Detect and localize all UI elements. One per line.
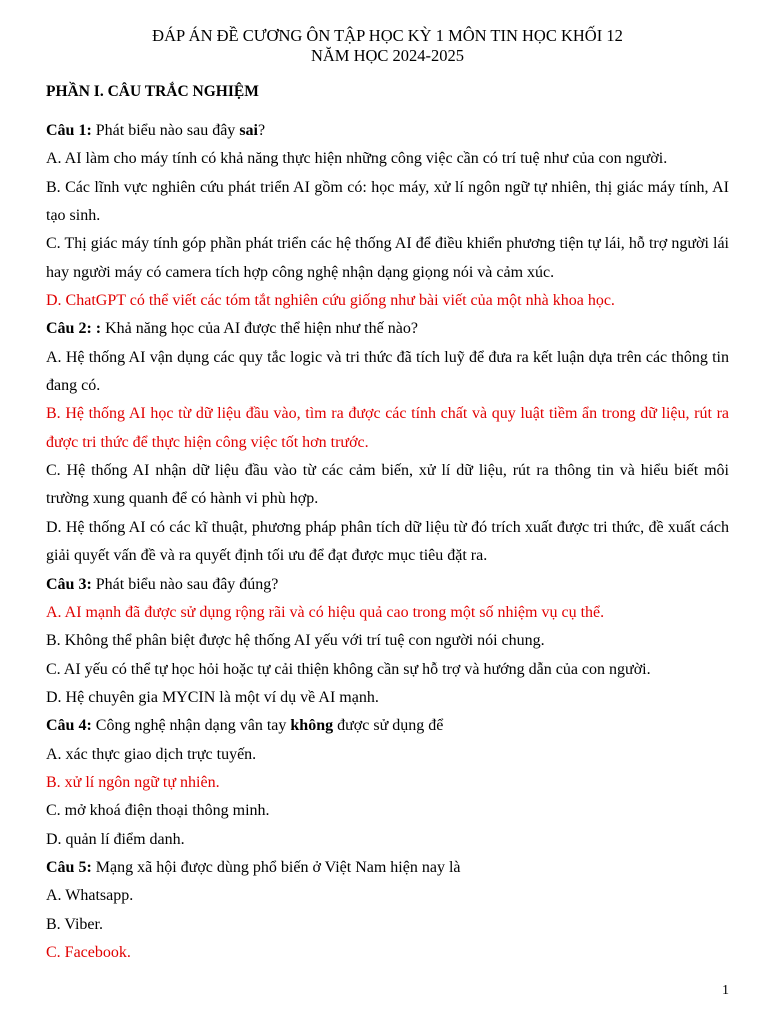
question-4 xyxy=(46,712,729,740)
question-1-option-b: B. Các lĩnh vực nghiên cứu phát triển AI gồm có: học máy, xử lí ngôn ngữ tự nhiên, thị giác máy tính, AI tạo sinh. xyxy=(46,178,729,225)
question-4-option-c: C. mở khoá điện thoại thông minh. xyxy=(46,802,270,820)
question-1-text-end: ? xyxy=(257,122,266,139)
document-title-line1: ĐÁP ÁN ĐỀ CƯƠNG ÔN TẬP HỌC KỲ 1 MÔN TIN HỌC KHỐI 12 xyxy=(152,26,623,45)
section-heading: PHẦN I. CÂU TRẮC NGHIỆM xyxy=(46,83,259,100)
question-3 xyxy=(46,571,729,599)
question-5-option-a: A. Whatsapp. xyxy=(46,887,134,905)
question-1 xyxy=(46,117,729,145)
question-1-label: Câu 1: xyxy=(46,122,92,139)
question-4-text: Công nghệ nhận dạng vân tay xyxy=(91,717,291,735)
question-1-option-d-answer: D. ChatGPT có thể viết các tóm tắt nghiên cứu giống như bài viết của một nhà khoa học. xyxy=(46,292,615,310)
question-5 xyxy=(46,854,729,882)
question-1-emphasis: sai xyxy=(239,122,258,139)
question-4-label: Câu 4: xyxy=(46,717,92,735)
question-3-option-c: C. AI yếu có thể tự học hỏi hoặc tự cải thiện không cần sự hỗ trợ và hướng dẫn của con người. xyxy=(46,660,651,678)
document-title-line2: NĂM HỌC 2024-2025 xyxy=(310,46,465,65)
question-3-label: Câu 3: xyxy=(46,575,92,593)
question-4-option-b-answer: B. xử lí ngôn ngữ tự nhiên. xyxy=(46,773,220,791)
question-4-emphasis: không xyxy=(290,717,334,735)
question-2-option-a: A. Hệ thống AI vận dụng các quy tắc logic và tri thức đã tích luỹ để đưa ra kết luận dựa trên các thông tin đang có. xyxy=(46,348,729,395)
question-5-option-b: B. Viber. xyxy=(46,915,103,933)
question-5-option-c-answer: C. Facebook. xyxy=(46,943,131,961)
question-2-option-c: C. Hệ thống AI nhận dữ liệu đầu vào từ các cảm biến, xử lí dữ liệu, rút ra thông tin và hiểu biết môi trường xung quanh để có hành vi phù hợp. xyxy=(46,462,729,508)
question-2-option-d: D. Hệ thống AI có các kĩ thuật, phương pháp phân tích dữ liệu từ đó trích xuất được tri thức, đề xuất cách giải quyết vấn đề và ra quyết định tối ưu để đạt được mục tiêu đặt ra. xyxy=(46,518,729,565)
question-3-option-a-answer: A. AI mạnh đã được sử dụng rộng rãi và có hiệu quả cao trong một số nhiệm vụ cụ thể. xyxy=(46,603,605,621)
question-4-text-end: được sử dụng để xyxy=(333,717,444,735)
question-3-option-d: D. Hệ chuyên gia MYCIN là một ví dụ về AI mạnh. xyxy=(46,688,379,706)
question-2-text: Khả năng học của AI được thể hiện như thế nào? xyxy=(101,320,418,338)
question-4-option-a: A. xác thực giao dịch trực tuyến. xyxy=(46,745,257,763)
question-2 xyxy=(46,315,729,343)
question-4-option-d: D. quản lí điểm danh. xyxy=(46,830,185,848)
question-1-option-c: C. Thị giác máy tính góp phần phát triển các hệ thống AI để điều khiển phương tiện tự lái, hỗ trợ người lái hay người máy có camera tích hợp công nghệ nhận dạng giọng nói và cảm xúc. xyxy=(46,235,729,281)
question-1-option-a: A. AI làm cho máy tính có khả năng thực hiện những công việc cần có trí tuệ như của con người. xyxy=(46,150,668,168)
question-2-option-b-answer: B. Hệ thống AI học từ dữ liệu đầu vào, tìm ra được các tính chất và quy luật tiềm ẩn trong dữ liệu, rút ra được tri thức để thực hiện công việc tốt hơn trước. xyxy=(46,405,729,451)
question-1-text: Phát biểu nào sau đây xyxy=(91,122,240,139)
question-3-option-b: B. Không thể phân biệt được hệ thống AI yếu với trí tuệ con người nói chung. xyxy=(46,632,545,650)
question-list xyxy=(46,117,729,967)
question-5-label: Câu 5: xyxy=(46,858,92,876)
question-2-label: Câu 2: : xyxy=(46,320,102,338)
page-number: 1 xyxy=(722,983,729,998)
question-5-text: Mạng xã hội được dùng phổ biến ở Việt Nam hiện nay là xyxy=(91,858,461,876)
question-3-text: Phát biểu nào sau đây đúng? xyxy=(91,575,279,593)
